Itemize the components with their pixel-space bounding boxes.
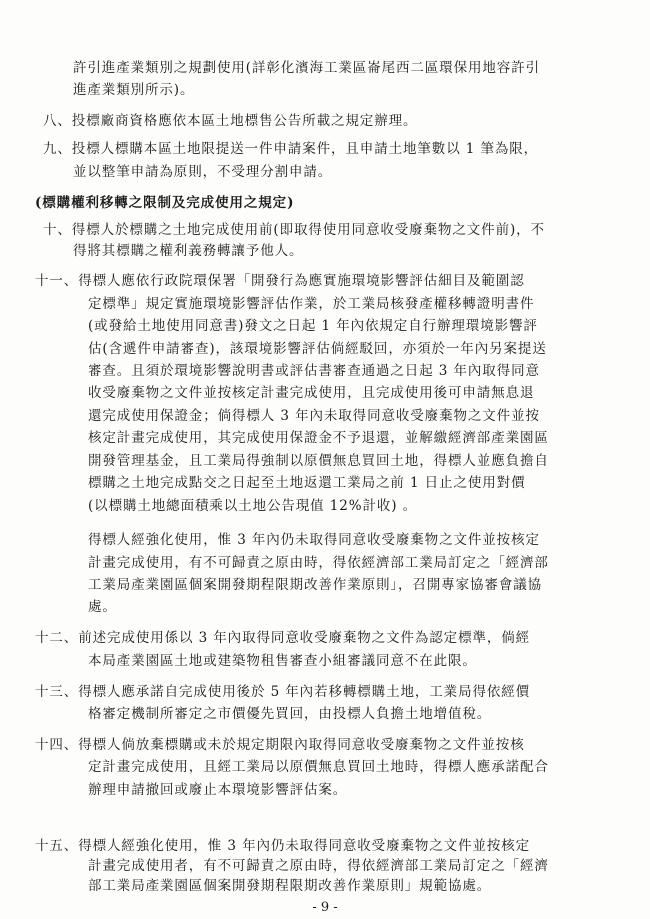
text-line: 部工業局產業園區個案開發期程限期改善作業原則」規範協處。 <box>88 878 492 894</box>
paragraph-line: 得標人經強化使用，惟 3 年內仍未取得同意收受廢棄物之文件並按核定 <box>88 532 540 549</box>
text-line: 核定計畫完成使用，其完成使用保證金不予退還，並解繳經濟部產業園區 <box>88 430 549 447</box>
text-line: 審查。且須於環境影響說明書或評估書審查通過之日起 3 年內取得同意 <box>88 362 540 379</box>
clause-11: 十一、得標人應依行政院環保署「開發行為應實施環境影響評估細目及範圍認 <box>35 273 525 290</box>
clause-9: 九、投標人標購本區土地限提送一件申請案件，且申請土地筆數以 1 筆為限， <box>43 141 539 158</box>
text-line: 並以整筆申請為原則，不受理分割申請。 <box>73 163 333 180</box>
text-line: 計畫完成使用者，有不可歸責之原由時，得依經濟部工業局訂定之「經濟 <box>88 858 549 874</box>
text-line: 估(含遞件申請審查)，該環境影響評估倘經駁回，亦須於一年內另案提送 <box>88 340 547 357</box>
text-line: (以標購土地總面積乘以土地公告現值 12%計收) 。 <box>88 497 418 514</box>
text-line: 進產業類別所示)。 <box>73 82 195 99</box>
clause-8: 八、投標廠商資格應依本區土地標售公告所載之規定辦理。 <box>43 113 418 130</box>
text-line: 收受廢棄物之文件並按核定計畫完成使用，且完成使用後可申請無息退 <box>88 385 535 402</box>
text-line: (或發給土地使用同意書)發文之日起 1 年內依規定自行辦理環境影響評 <box>88 318 538 335</box>
text-line: 得將其標購之權利義務轉讓予他人。 <box>73 243 304 260</box>
text-line: 標購之土地完成點交之日起至土地返還工業局之前 1 日止之使用對價 <box>88 475 526 492</box>
page-number: - 9 - <box>312 900 338 915</box>
clause-12: 十二、前述完成使用係以 3 年內取得同意收受廢棄物之文件為認定標準，倘經 <box>35 630 531 647</box>
text-line: 定計畫完成使用，且經工業局以原價無息買回土地時，得標人應承諾配合 <box>88 759 549 776</box>
text-line: 辦理申請撤回或廢止本環境影響評估案。 <box>88 781 348 798</box>
clause-14: 十四、得標人倘放棄標購或未於規定期限內取得同意收受廢棄物之文件並按核 <box>35 736 525 753</box>
text-line: 本局產業園區土地或建築物租售審查小組審議同意不在此限。 <box>88 652 477 669</box>
text-line: 計畫完成使用，有不可歸責之原由時，得依經濟部工業局訂定之「經濟部 <box>88 554 549 571</box>
text-line: 工業局產業園區個案開發期程限期改善作業原則」，召開專家協審會議協 <box>88 577 543 594</box>
text-line: 許引進產業類別之規劃使用(詳彰化濱海工業區崙尾西二區環保用地容許引 <box>73 60 540 76</box>
text-line: 開發管理基金，且工業局得強制以原價無息買回土地，得標人並應負擔自 <box>88 452 549 469</box>
clause-15: 十五、得標人經強化使用，惟 3 年內仍未取得同意收受廢棄物之文件並按核定 <box>35 838 531 854</box>
text-line: 還完成使用保證金；倘得標人 3 年內未取得同意收受廢棄物之文件並按 <box>88 407 540 424</box>
clause-13: 十三、得標人應承諾自完成使用後於 5 年內若移轉標購土地，工業局得依經價 <box>35 683 531 700</box>
clause-10: 十、得標人於標購之土地完成使用前(即取得使用同意收受廢棄物之文件前)，不 <box>43 221 545 238</box>
text-line: 格審定機制所審定之市價優先買回，由投標人負擔土地增值稅。 <box>88 706 492 723</box>
section-heading: (標購權利移轉之限制及完成使用之規定) <box>35 194 295 211</box>
text-line: 處。 <box>88 599 117 616</box>
text-line: 定標準」規定實施環境影響評估作業，於工業局核發產權移轉證明書件 <box>88 295 535 312</box>
